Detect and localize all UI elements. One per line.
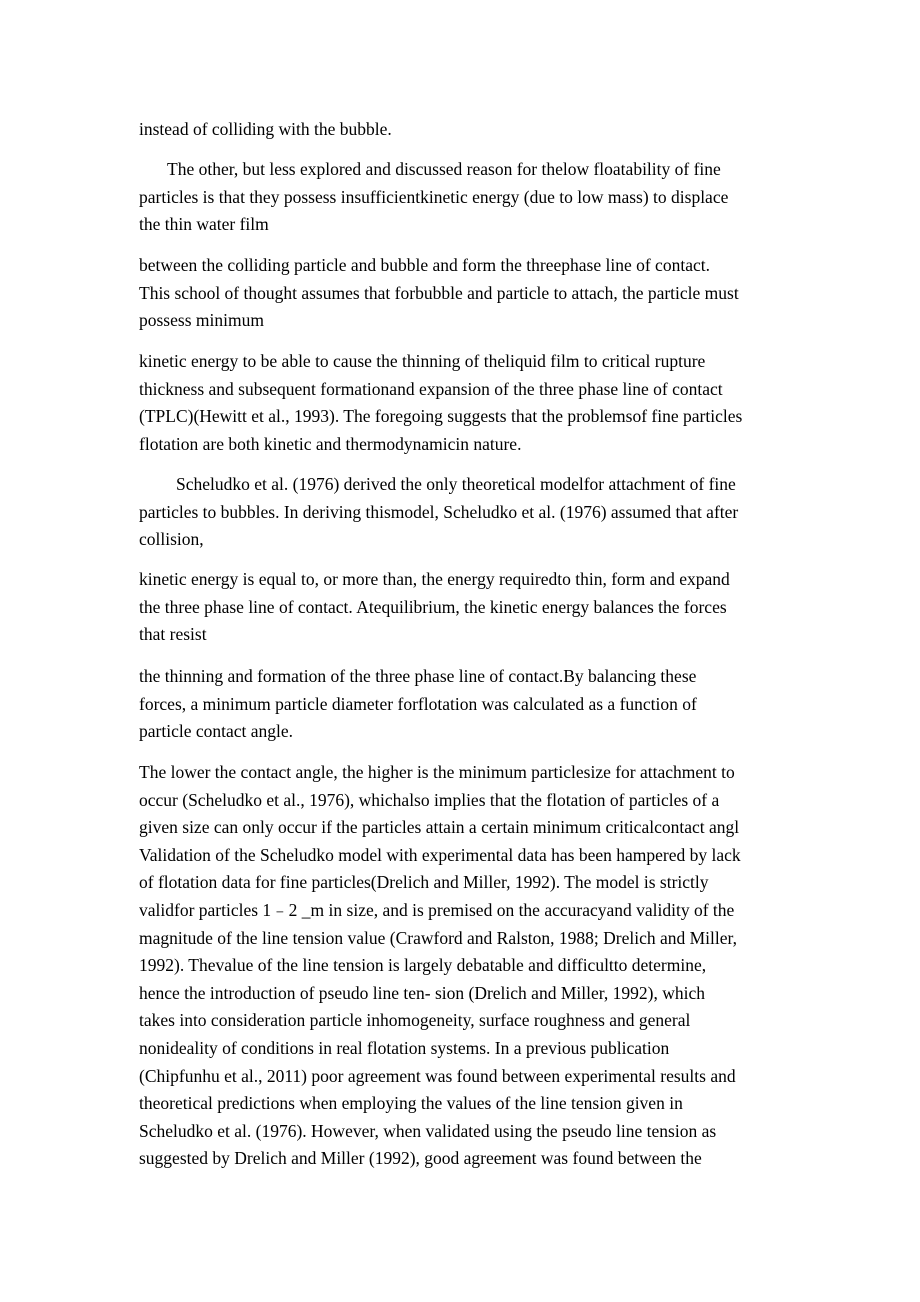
text-line: instead of colliding with the bubble. (139, 119, 392, 139)
text-line: This school of thought assumes that forbubble and particle to attach, the particle must (139, 282, 739, 303)
text-line: thickness and subsequent formationand expansion of the three phase line of contact (139, 378, 723, 399)
text-line: suggested by Drelich and Miller (1992), good agreement was found between the (139, 1148, 702, 1169)
text-line: kinetic energy to be able to cause the thinning of theliquid film to critical rupture (139, 351, 706, 371)
text-line: forces, a minimum particle diameter forflotation was calculated as a function of (139, 693, 697, 714)
text-line: (TPLC)(Hewitt et al., 1993). The foregoing suggests that the problemsof fine particles (139, 406, 743, 427)
text-line: nonideality of conditions in real flotation systems. In a previous publication (139, 1037, 670, 1058)
paragraph-minimum-diameter (139, 663, 789, 746)
text-line: that resist (139, 624, 207, 645)
text-line: occur (Scheludko et al., 1976), whichalso implies that the flotation of particles of a (139, 789, 720, 810)
text-line: flotation are both kinetic and thermodynamicin nature. (139, 433, 522, 454)
text-line: possess minimum (139, 310, 264, 331)
paragraph-low-floatability (139, 156, 789, 239)
text-line: Scheludko et al. (1976) derived the only theoretical modelfor attachment of fine (176, 474, 736, 494)
paragraph-continuation (139, 116, 789, 144)
text-line: hence the introduction of pseudo line ten- sion (Drelich and Miller, 1992), which (139, 982, 705, 1003)
text-line: given size can only occur if the particles attain a certain minimum criticalcontact angl (139, 817, 740, 838)
text-line: the three phase line of contact. Atequilibrium, the kinetic energy balances the forces (139, 596, 727, 617)
paragraph-threephase-line (139, 252, 789, 335)
text-line: of flotation data for fine particles(Drelich and Miller, 1992). The model is strictly (139, 872, 709, 893)
text-line: Scheludko et al. (1976). However, when validated using the pseudo line tension as (139, 1120, 717, 1141)
paragraph-energy-balance (139, 566, 789, 649)
text-line: the thin water film (139, 214, 269, 235)
text-line: magnitude of the line tension value (Crawford and Ralston, 1988; Drelich and Miller, (139, 927, 738, 948)
paragraph-kinetic-energy (139, 348, 789, 458)
text-line: collision, (139, 529, 204, 550)
text-line: Validation of the Scheludko model with experimental data has been hampered by lack (139, 844, 741, 865)
text-line: theoretical predictions when employing the values of the line tension given in (139, 1093, 683, 1114)
text-line: The other, but less explored and discussed reason for thelow floatability of fine (167, 159, 721, 179)
text-line: kinetic energy is equal to, or more than, the energy requiredto thin, form and expand (139, 569, 730, 589)
text-line: (Chipfunhu et al., 2011) poor agreement was found between experimental results and (139, 1065, 736, 1086)
text-line: the thinning and formation of the three phase line of contact.By balancing these (139, 666, 697, 686)
text-line: particles to bubbles. In deriving thismodel, Scheludko et al. (1976) assumed that after (139, 501, 739, 522)
text-line: The lower the contact angle, the higher is the minimum particlesize for attachment to (139, 762, 735, 782)
text-line: between the colliding particle and bubble and form the threephase line of contact. (139, 255, 710, 275)
text-line: particles is that they possess insufficientkinetic energy (due to low mass) to displace (139, 186, 729, 207)
paragraph-scheludko-model (139, 471, 789, 554)
text-line: validfor particles 1﹣2 _m in size, and is premised on the accuracyand validity of the (139, 899, 735, 920)
text-line: takes into consideration particle inhomogeneity, surface roughness and general (139, 1010, 691, 1031)
paragraph-contact-angle-validation (139, 759, 789, 1173)
text-line: 1992). Thevalue of the line tension is largely debatable and difficultto determine, (139, 955, 707, 976)
text-line: particle contact angle. (139, 721, 294, 742)
